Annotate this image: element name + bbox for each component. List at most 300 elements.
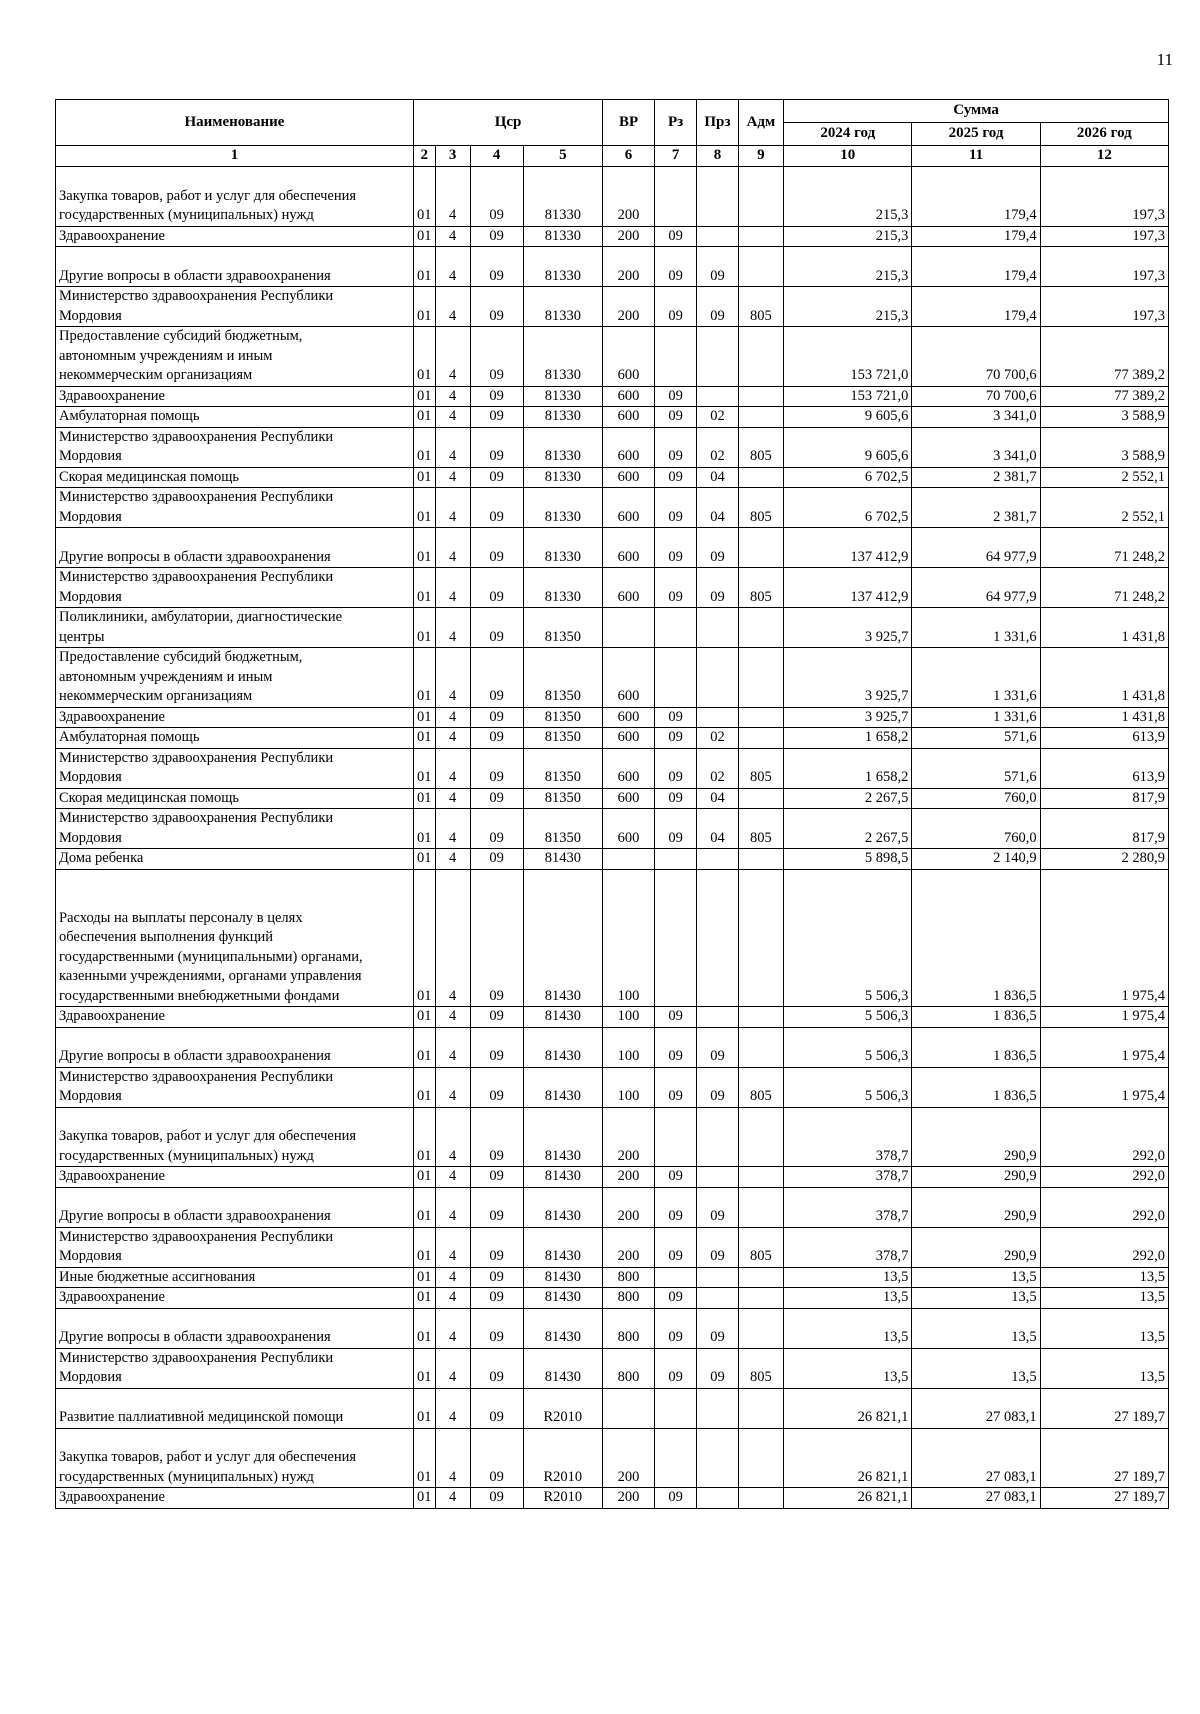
prz-cell — [697, 226, 738, 247]
code-cell: 09 — [470, 748, 523, 788]
prz-cell: 04 — [697, 467, 738, 488]
row-name-line: Развитие паллиативной медицинской помощи — [59, 1409, 344, 1425]
table-row — [56, 849, 1169, 870]
rz-cell: 09 — [654, 728, 696, 749]
code-cell: 4 — [435, 226, 470, 247]
amount-2024: 6 702,5 — [784, 467, 912, 488]
row-name-line: Здравоохранение — [59, 708, 165, 725]
vr-cell: 600 — [603, 809, 655, 849]
rz-cell: 09 — [654, 1067, 696, 1107]
code-cell: 09 — [470, 1488, 523, 1509]
amount-2025: 70 700,6 — [912, 327, 1040, 387]
code-cell: 4 — [435, 1187, 470, 1227]
row-name — [56, 528, 414, 568]
code-cell: 81330 — [523, 247, 603, 287]
amount-2025: 571,6 — [912, 728, 1040, 749]
amount-2024: 153 721,0 — [784, 386, 912, 407]
code-cell: 01 — [413, 1288, 435, 1309]
code-cell: 09 — [470, 849, 523, 870]
code-cell: 09 — [470, 648, 523, 708]
prz-cell: 09 — [697, 1187, 738, 1227]
budget-table — [55, 99, 1169, 1509]
prz-cell: 09 — [697, 287, 738, 327]
amount-2025: 27 083,1 — [912, 1488, 1040, 1509]
code-cell: R2010 — [523, 1428, 603, 1488]
row-name — [56, 1187, 414, 1227]
amount-2026: 613,9 — [1040, 748, 1168, 788]
row-name — [56, 247, 414, 287]
prz-cell: 04 — [697, 788, 738, 809]
table-row — [56, 1288, 1169, 1309]
amount-2025: 70 700,6 — [912, 386, 1040, 407]
amount-2024: 137 412,9 — [784, 568, 912, 608]
adm-cell: 805 — [738, 488, 784, 528]
adm-cell — [738, 707, 784, 728]
table-row — [56, 327, 1169, 387]
amount-2026: 13,5 — [1040, 1308, 1168, 1348]
code-cell: 81330 — [523, 488, 603, 528]
adm-cell — [738, 1308, 784, 1348]
code-cell: 01 — [413, 809, 435, 849]
table-row — [56, 728, 1169, 749]
amount-2025: 13,5 — [912, 1308, 1040, 1348]
code-cell: 4 — [435, 327, 470, 387]
code-cell: 01 — [413, 287, 435, 327]
code-cell: 81430 — [523, 1027, 603, 1067]
row-name-line: обеспечения выполнения функций — [59, 929, 274, 945]
row-name-line: Здравоохранение — [59, 1168, 165, 1184]
vr-cell: 100 — [603, 1027, 655, 1067]
code-cell: 09 — [470, 247, 523, 287]
vr-cell: 600 — [603, 528, 655, 568]
col-number: 5 — [523, 146, 603, 167]
code-cell: 01 — [413, 608, 435, 648]
code-cell: 01 — [413, 1227, 435, 1267]
amount-2024: 378,7 — [784, 1167, 912, 1188]
table-row — [56, 608, 1169, 648]
code-cell: 09 — [470, 1107, 523, 1167]
code-cell: 01 — [413, 386, 435, 407]
amount-2024: 378,7 — [784, 1107, 912, 1167]
code-cell: 4 — [435, 427, 470, 467]
code-cell: 81350 — [523, 809, 603, 849]
vr-cell: 600 — [603, 568, 655, 608]
table-row — [56, 1348, 1169, 1388]
row-name-line — [59, 247, 410, 267]
code-cell: 4 — [435, 707, 470, 728]
code-cell: 81330 — [523, 167, 603, 227]
row-name-line: Здравоохранение — [59, 1489, 165, 1505]
column-number-row — [56, 146, 1169, 167]
col-prz-header: Прз — [697, 100, 738, 146]
code-cell: 4 — [435, 407, 470, 428]
col-2026-header: 2026 год — [1040, 123, 1168, 146]
amount-2026: 71 248,2 — [1040, 528, 1168, 568]
amount-2025: 13,5 — [912, 1267, 1040, 1288]
code-cell: 81430 — [523, 849, 603, 870]
row-name-line — [59, 1188, 410, 1208]
row-name-line: Другие вопросы в области здравоохранения — [59, 1048, 331, 1064]
vr-cell: 600 — [603, 427, 655, 467]
amount-2024: 13,5 — [784, 1308, 912, 1348]
col-number: 7 — [654, 146, 696, 167]
row-name-line: Предоставление субсидий бюджетным, — [59, 649, 303, 665]
row-name — [56, 1027, 414, 1067]
row-name — [56, 167, 414, 227]
code-cell: 4 — [435, 1027, 470, 1067]
vr-cell: 200 — [603, 1167, 655, 1188]
code-cell: 01 — [413, 1167, 435, 1188]
prz-cell — [697, 648, 738, 708]
table-header — [56, 100, 1169, 167]
code-cell: 81350 — [523, 748, 603, 788]
adm-cell: 805 — [738, 287, 784, 327]
amount-2026: 2 552,1 — [1040, 488, 1168, 528]
rz-cell — [654, 1107, 696, 1167]
code-cell: 09 — [470, 1007, 523, 1028]
rz-cell — [654, 869, 696, 1007]
row-name — [56, 1348, 414, 1388]
adm-cell — [738, 1167, 784, 1188]
table-row — [56, 788, 1169, 809]
table-row — [56, 1167, 1169, 1188]
amount-2026: 77 389,2 — [1040, 327, 1168, 387]
table-row — [56, 427, 1169, 467]
rz-cell: 09 — [654, 1308, 696, 1348]
row-name-line: Здравоохранение — [59, 1008, 165, 1024]
code-cell: 4 — [435, 1067, 470, 1107]
rz-cell: 09 — [654, 407, 696, 428]
rz-cell: 09 — [654, 247, 696, 287]
row-name — [56, 287, 414, 327]
rz-cell: 09 — [654, 1027, 696, 1067]
amount-2025: 290,9 — [912, 1167, 1040, 1188]
amount-2025: 290,9 — [912, 1187, 1040, 1227]
amount-2026: 1 975,4 — [1040, 1067, 1168, 1107]
table-row — [56, 287, 1169, 327]
prz-cell — [697, 1107, 738, 1167]
rz-cell — [654, 1388, 696, 1428]
code-cell: 01 — [413, 327, 435, 387]
table-row — [56, 1007, 1169, 1028]
row-name-line: автономным учреждениям и иным — [59, 347, 273, 364]
row-name-line: Министерство здравоохранения Республики — [59, 288, 334, 304]
code-cell: 4 — [435, 1288, 470, 1309]
rz-cell: 09 — [654, 386, 696, 407]
table-row — [56, 386, 1169, 407]
rz-cell: 09 — [654, 1227, 696, 1267]
amount-2024: 9 605,6 — [784, 407, 912, 428]
row-name-line: государственных (муниципальных) нужд — [59, 1468, 314, 1485]
adm-cell — [738, 167, 784, 227]
amount-2024: 215,3 — [784, 247, 912, 287]
code-cell: 81330 — [523, 287, 603, 327]
col-number: 6 — [603, 146, 655, 167]
code-cell: 4 — [435, 748, 470, 788]
code-cell: 81350 — [523, 788, 603, 809]
amount-2024: 26 821,1 — [784, 1388, 912, 1428]
amount-2026: 817,9 — [1040, 788, 1168, 809]
amount-2026: 3 588,9 — [1040, 427, 1168, 467]
rz-cell — [654, 167, 696, 227]
row-name — [56, 1388, 414, 1428]
amount-2024: 378,7 — [784, 1227, 912, 1267]
code-cell: 4 — [435, 1308, 470, 1348]
adm-cell — [738, 467, 784, 488]
adm-cell — [738, 1027, 784, 1067]
row-name — [56, 1227, 414, 1267]
prz-cell: 09 — [697, 1348, 738, 1388]
amount-2026: 2 280,9 — [1040, 849, 1168, 870]
rz-cell: 09 — [654, 528, 696, 568]
table-row — [56, 528, 1169, 568]
amount-2026: 292,0 — [1040, 1167, 1168, 1188]
col-sum-header: Сумма — [784, 100, 1169, 123]
row-name-line: государственных (муниципальных) нужд — [59, 1147, 314, 1164]
row-name-line — [59, 1429, 410, 1449]
code-cell: 09 — [470, 1067, 523, 1107]
prz-cell: 04 — [697, 488, 738, 528]
amount-2025: 2 381,7 — [912, 467, 1040, 488]
amount-2025: 27 083,1 — [912, 1428, 1040, 1488]
row-name-line: Мордовия — [59, 1369, 122, 1385]
row-name-line: Здравоохранение — [59, 387, 165, 404]
code-cell: 4 — [435, 1428, 470, 1488]
amount-2024: 6 702,5 — [784, 488, 912, 528]
vr-cell: 600 — [603, 728, 655, 749]
row-name-line: Другие вопросы в области здравоохранения — [59, 267, 331, 284]
amount-2024: 26 821,1 — [784, 1428, 912, 1488]
code-cell: 09 — [470, 809, 523, 849]
prz-cell: 09 — [697, 528, 738, 568]
col-number: 12 — [1040, 146, 1168, 167]
row-name-line: Предоставление субсидий бюджетным, — [59, 328, 303, 344]
amount-2026: 1 431,8 — [1040, 648, 1168, 708]
amount-2024: 1 658,2 — [784, 748, 912, 788]
prz-cell: 09 — [697, 247, 738, 287]
adm-cell — [738, 1187, 784, 1227]
code-cell: 09 — [470, 1348, 523, 1388]
vr-cell — [603, 608, 655, 648]
code-cell: 81430 — [523, 1348, 603, 1388]
row-name-line: Закупка товаров, работ и услуг для обеспечения — [59, 1449, 357, 1465]
code-cell: 81330 — [523, 568, 603, 608]
row-name-line: Дома ребенка — [59, 850, 144, 866]
code-cell: 81350 — [523, 707, 603, 728]
row-name-line: Расходы на выплаты персоналу в целях — [59, 909, 303, 926]
amount-2024: 13,5 — [784, 1267, 912, 1288]
amount-2024: 13,5 — [784, 1288, 912, 1309]
row-name-line: Мордовия — [59, 829, 122, 846]
rz-cell: 09 — [654, 427, 696, 467]
code-cell: 01 — [413, 1488, 435, 1509]
code-cell: 4 — [435, 488, 470, 528]
vr-cell: 600 — [603, 327, 655, 387]
table-row — [56, 1027, 1169, 1067]
amount-2024: 13,5 — [784, 1348, 912, 1388]
adm-cell — [738, 327, 784, 387]
table-row — [56, 226, 1169, 247]
row-name-line — [59, 889, 410, 909]
code-cell: 09 — [470, 287, 523, 327]
vr-cell: 200 — [603, 1488, 655, 1509]
table-row — [56, 869, 1169, 1007]
rz-cell — [654, 608, 696, 648]
rz-cell: 09 — [654, 1348, 696, 1388]
amount-2025: 290,9 — [912, 1107, 1040, 1167]
row-name — [56, 809, 414, 849]
vr-cell: 800 — [603, 1348, 655, 1388]
amount-2026: 1 975,4 — [1040, 869, 1168, 1007]
col-number: 3 — [435, 146, 470, 167]
row-name — [56, 327, 414, 387]
col-vr-header: ВР — [603, 100, 655, 146]
code-cell: 4 — [435, 167, 470, 227]
code-cell: 01 — [413, 849, 435, 870]
table-row — [56, 1428, 1169, 1488]
adm-cell — [738, 728, 784, 749]
rz-cell — [654, 327, 696, 387]
amount-2024: 378,7 — [784, 1187, 912, 1227]
code-cell: 09 — [470, 1308, 523, 1348]
code-cell: 4 — [435, 287, 470, 327]
amount-2026: 1 975,4 — [1040, 1027, 1168, 1067]
table-row — [56, 467, 1169, 488]
row-name-line: Амбулаторная помощь — [59, 729, 200, 745]
row-name-line: Мордовия — [59, 769, 122, 785]
row-name — [56, 648, 414, 708]
prz-cell — [697, 1267, 738, 1288]
code-cell: 09 — [470, 488, 523, 528]
amount-2026: 292,0 — [1040, 1227, 1168, 1267]
amount-2026: 27 189,7 — [1040, 1428, 1168, 1488]
adm-cell — [738, 1388, 784, 1428]
prz-cell: 09 — [697, 568, 738, 608]
amount-2025: 3 341,0 — [912, 407, 1040, 428]
amount-2024: 215,3 — [784, 226, 912, 247]
row-name-line: Иные бюджетные ассигнования — [59, 1268, 256, 1285]
code-cell: 4 — [435, 869, 470, 1007]
code-cell: 01 — [413, 788, 435, 809]
adm-cell — [738, 386, 784, 407]
amount-2025: 179,4 — [912, 167, 1040, 227]
row-name — [56, 1428, 414, 1488]
row-name-line: Здравоохранение — [59, 1289, 165, 1305]
amount-2026: 2 552,1 — [1040, 467, 1168, 488]
code-cell: 09 — [470, 568, 523, 608]
page-number: 11 — [1156, 50, 1173, 69]
code-cell: 81350 — [523, 608, 603, 648]
vr-cell: 100 — [603, 1007, 655, 1028]
amount-2026: 1 431,8 — [1040, 707, 1168, 728]
adm-cell: 805 — [738, 1227, 784, 1267]
code-cell: 09 — [470, 1428, 523, 1488]
code-cell: 01 — [413, 528, 435, 568]
prz-cell: 09 — [697, 1308, 738, 1348]
code-cell: 09 — [470, 1167, 523, 1188]
amount-2025: 290,9 — [912, 1227, 1040, 1267]
table-row — [56, 1267, 1169, 1288]
code-cell: 09 — [470, 1187, 523, 1227]
code-cell: 81430 — [523, 1007, 603, 1028]
code-cell: 09 — [470, 1267, 523, 1288]
rz-cell: 09 — [654, 1488, 696, 1509]
code-cell: 81430 — [523, 1267, 603, 1288]
amount-2025: 1 836,5 — [912, 1067, 1040, 1107]
table-body — [56, 167, 1169, 1509]
adm-cell — [738, 247, 784, 287]
adm-cell — [738, 1488, 784, 1509]
row-name-line: Здравоохранение — [59, 227, 165, 244]
vr-cell — [603, 1388, 655, 1428]
code-cell: 81430 — [523, 1187, 603, 1227]
row-name-line: некоммерческим организациям — [59, 367, 253, 383]
code-cell: R2010 — [523, 1488, 603, 1509]
code-cell: 81330 — [523, 427, 603, 467]
adm-cell: 805 — [738, 568, 784, 608]
code-cell: 4 — [435, 849, 470, 870]
vr-cell: 800 — [603, 1288, 655, 1309]
prz-cell — [697, 608, 738, 648]
amount-2026: 27 189,7 — [1040, 1388, 1168, 1428]
code-cell: 09 — [470, 728, 523, 749]
rz-cell — [654, 1267, 696, 1288]
row-name-line: Мордовия — [59, 588, 122, 605]
amount-2025: 1 331,6 — [912, 648, 1040, 708]
vr-cell: 600 — [603, 467, 655, 488]
adm-cell — [738, 1007, 784, 1028]
adm-cell: 805 — [738, 809, 784, 849]
adm-cell — [738, 1428, 784, 1488]
vr-cell: 800 — [603, 1267, 655, 1288]
row-name-line: Другие вопросы в области здравоохранения — [59, 1329, 331, 1345]
rz-cell: 09 — [654, 1288, 696, 1309]
code-cell: 09 — [470, 1288, 523, 1309]
amount-2025: 1 331,6 — [912, 608, 1040, 648]
amount-2026: 13,5 — [1040, 1348, 1168, 1388]
col-number: 10 — [784, 146, 912, 167]
table-row — [56, 568, 1169, 608]
code-cell: 01 — [413, 407, 435, 428]
code-cell: 01 — [413, 1067, 435, 1107]
rz-cell: 09 — [654, 1007, 696, 1028]
table-row — [56, 809, 1169, 849]
code-cell: 09 — [470, 427, 523, 467]
row-name — [56, 1288, 414, 1309]
prz-cell: 09 — [697, 1027, 738, 1067]
table-row — [56, 707, 1169, 728]
row-name — [56, 427, 414, 467]
vr-cell: 200 — [603, 167, 655, 227]
row-name-line: Скорая медицинская помощь — [59, 789, 239, 806]
amount-2026: 197,3 — [1040, 167, 1168, 227]
vr-cell: 600 — [603, 748, 655, 788]
row-name — [56, 869, 414, 1007]
row-name-line: Поликлиники, амбулатории, диагностические — [59, 609, 343, 625]
vr-cell: 600 — [603, 648, 655, 708]
code-cell: 09 — [470, 1227, 523, 1267]
adm-cell: 805 — [738, 748, 784, 788]
rz-cell — [654, 849, 696, 870]
amount-2026: 13,5 — [1040, 1288, 1168, 1309]
vr-cell: 600 — [603, 707, 655, 728]
row-name-line — [59, 1108, 410, 1128]
prz-cell: 09 — [697, 1067, 738, 1107]
code-cell: 01 — [413, 1428, 435, 1488]
row-name-line: Другие вопросы в области здравоохранения — [59, 1208, 331, 1224]
code-cell: 4 — [435, 1007, 470, 1028]
code-cell: 01 — [413, 247, 435, 287]
